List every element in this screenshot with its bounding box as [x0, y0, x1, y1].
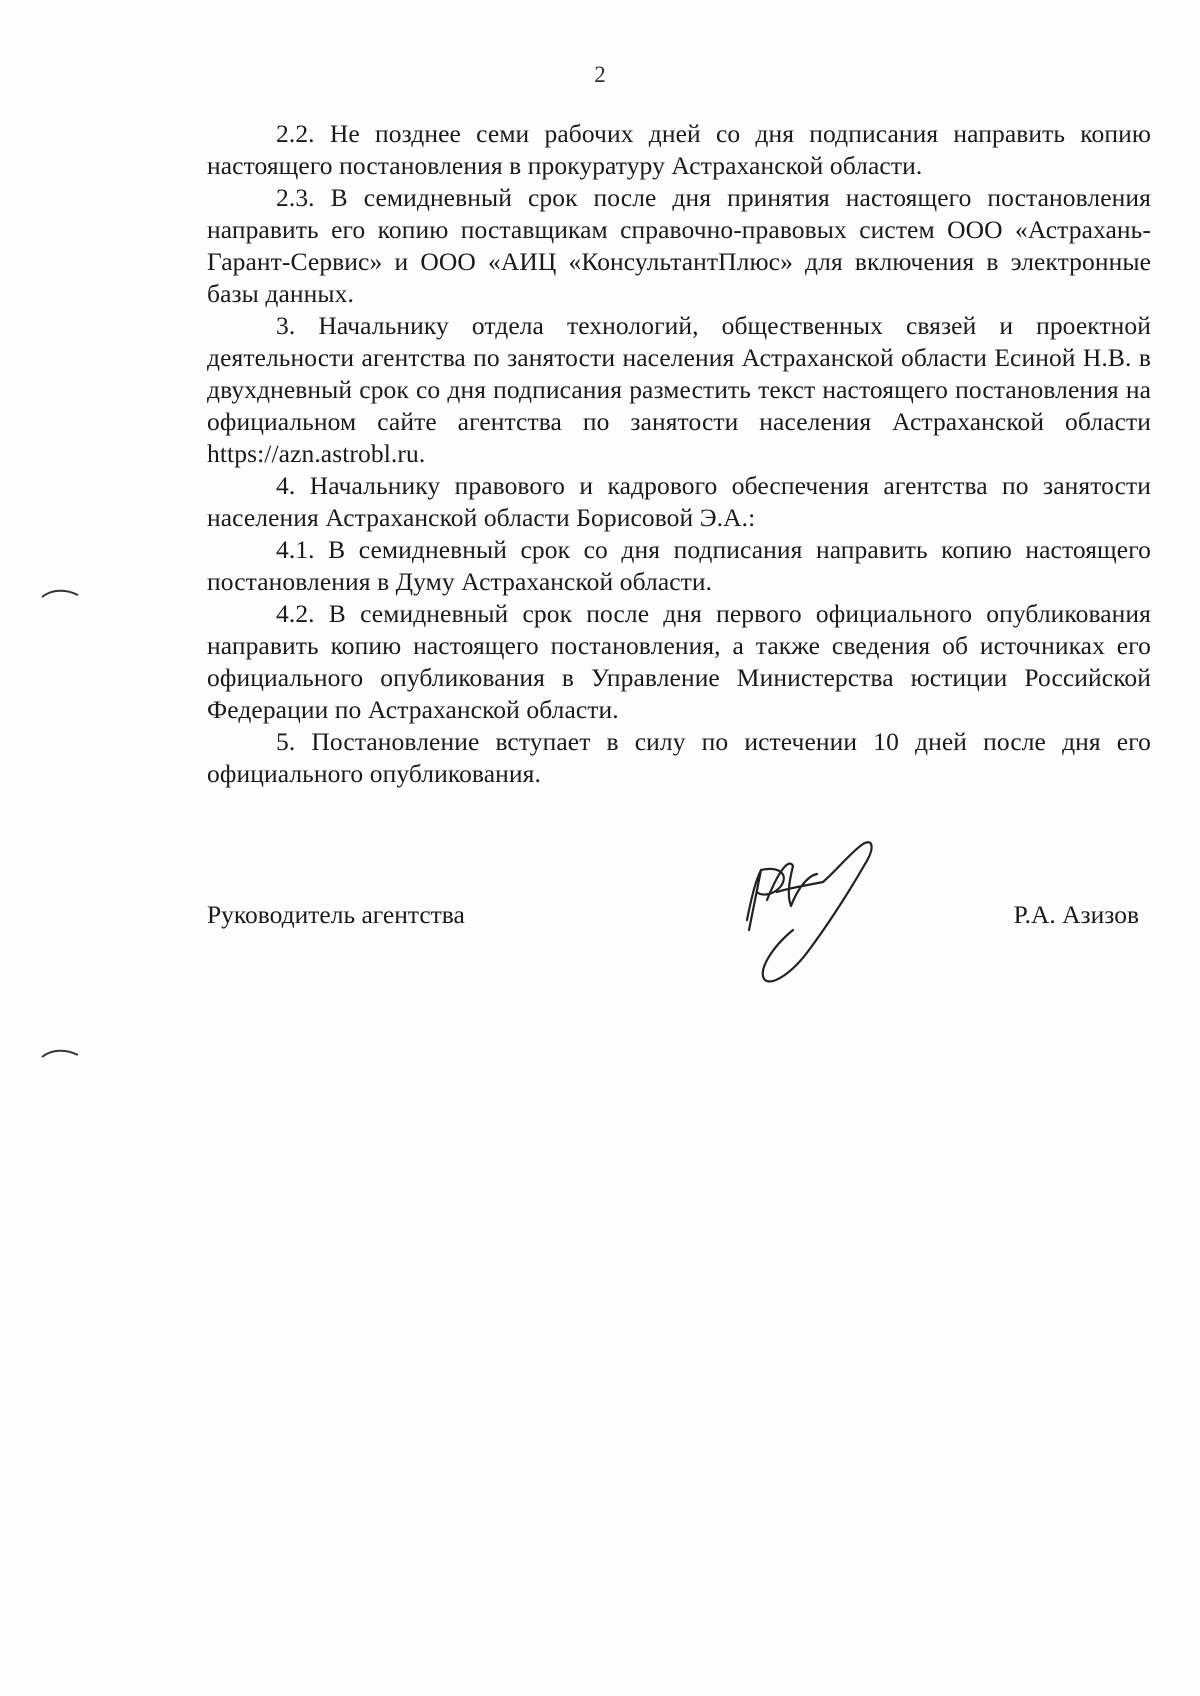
- punch-hole-mark-icon: [40, 1045, 80, 1061]
- paragraph-4-1: 4.1. В семидневный срок со дня подписания направить копию настоящего постановления в Думу Астраханской области.: [207, 535, 1151, 596]
- paragraph-3: 3. Начальнику отдела технологий, общественных связей и проектной деятельности агентства по занятости населения Астраханской области Есиной Н.В. в двухдневный срок со дня подписания разместить текст настоящего постановления на официальном сайте агентства по занятости населения Астраханской области https://azn.astrobl.ru.: [207, 311, 1151, 468]
- signatory-role: Руководитель агентства: [207, 900, 465, 929]
- page-number: 2: [594, 62, 606, 87]
- paragraph-4: 4. Начальнику правового и кадрового обеспечения агентства по занятости населения Астраханской области Борисовой Э.А.:: [207, 471, 1151, 532]
- paragraph-5: 5. Постановление вступает в силу по истечении 10 дней после дня его официального опубликования.: [207, 727, 1151, 788]
- paragraph-2-3: 2.3. В семидневный срок после дня принятия настоящего постановления направить его копию поставщикам справочно-правовых систем ООО «Астрахань-Гарант-Сервис» и ООО «АИЦ «КонсультантПлюс» для включения в электронные базы данных.: [207, 183, 1151, 308]
- document-body: [207, 118, 1151, 790]
- signature-block: [207, 880, 1151, 1000]
- handwritten-signature-icon: [727, 830, 897, 1000]
- paragraph-4-2: 4.2. В семидневный срок после дня первого официального опубликования направить копию настоящего постановления, а также сведения об источниках его официального опубликования в Управление Министерства юстиции Российской Федерации по Астраханской области.: [207, 599, 1151, 724]
- paragraph-2-2: 2.2. Не позднее семи рабочих дней со дня подписания направить копию настоящего постановления в прокуратуру Астраханской области.: [207, 119, 1151, 180]
- punch-hole-mark-icon: [40, 585, 80, 601]
- signatory-name: Р.А. Азизов: [1013, 900, 1139, 929]
